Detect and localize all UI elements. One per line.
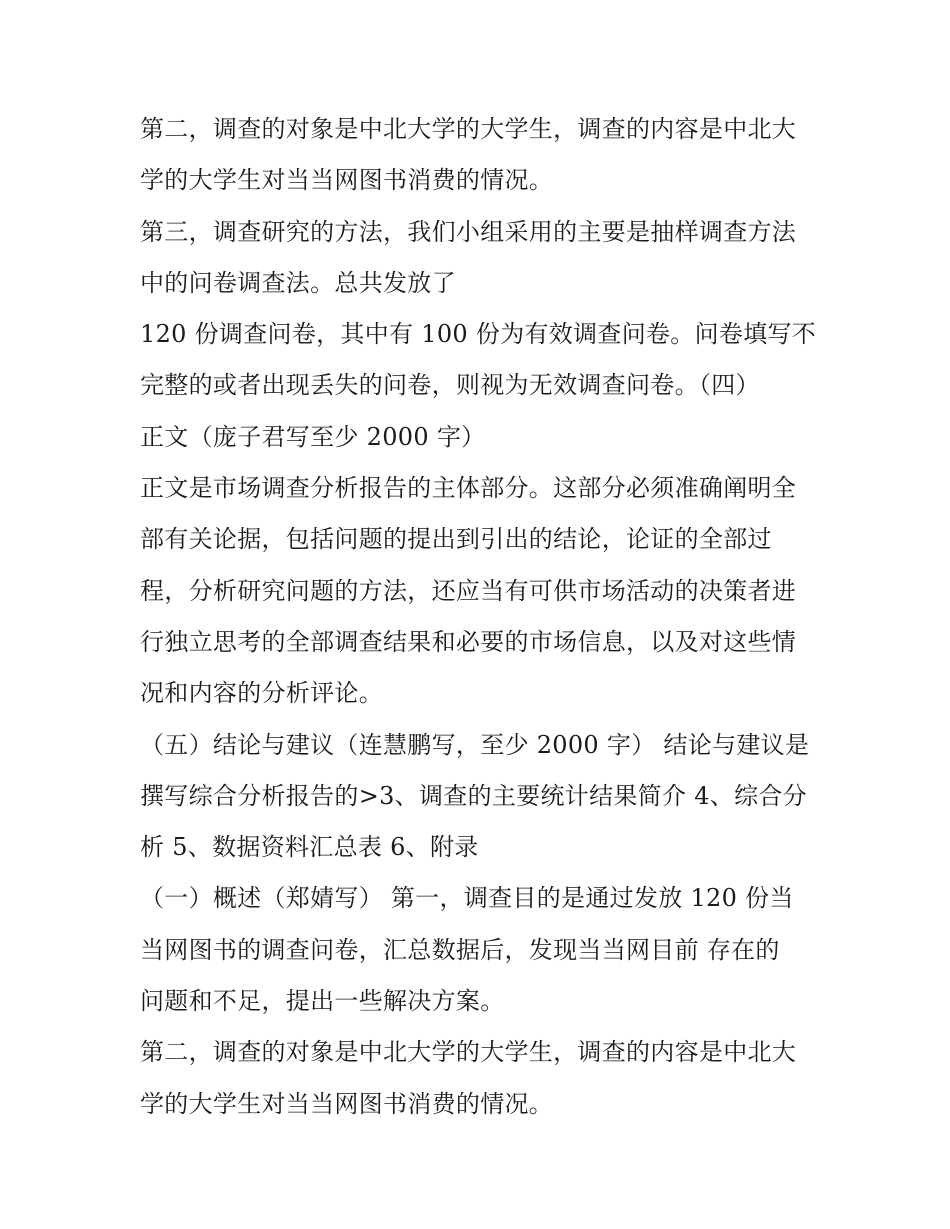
text-line: 第二，调查的对象是中北大学的大学生，调查的内容是中北大 bbox=[140, 115, 797, 143]
text-line: 学的大学生对当当网图书消费的情况。 bbox=[140, 1089, 554, 1118]
text-line: 正文是市场调查分析报告的主体部分。这部分必须准确阐明全 bbox=[140, 474, 797, 503]
text-line: 完整的或者出现丢失的问卷，则视为无效调查问卷。（四） bbox=[140, 371, 760, 400]
text-line: 况和内容的分析评论。 bbox=[140, 679, 383, 708]
text-line: 部有关论据，包括问题的提出到引出的结论，论证的全部过 bbox=[140, 525, 772, 554]
text-line: 学的大学生对当当网图书消费的情况。 bbox=[140, 166, 554, 195]
text-line: 120 份调查问卷，其中有 100 份为有效调查问卷。问卷填写不 bbox=[140, 320, 817, 349]
text-line: 问题和不足，提出一些解决方案。 bbox=[140, 987, 505, 1016]
text-line: 中的问卷调查法。总共发放了 bbox=[140, 268, 456, 297]
text-line: 行独立思考的全部调查结果和必要的市场信息，以及对这些情 bbox=[140, 627, 797, 656]
text-line: 当网图书的调查问卷，汇总数据后，发现当当网目前 存在的 bbox=[140, 935, 780, 964]
text-line: 析 5、数据资料汇总表 6、附录 bbox=[140, 833, 479, 862]
text-line: 程，分析研究问题的方法，还应当有可供市场活动的决策者进 bbox=[140, 576, 797, 605]
text-line: 第三，调查研究的方法，我们小组采用的主要是抽样调查方法 bbox=[140, 217, 797, 246]
text-line: 撰写综合分析报告的>3、调查的主要统计结果简介 4、综合分 bbox=[140, 781, 807, 810]
text-line: （五）结论与建议（连慧鹏写，至少 2000 字） 结论与建议是 bbox=[140, 730, 810, 759]
text-line: 正文（庞子君写至少 2000 字） bbox=[140, 422, 486, 451]
text-line: 第二，调查的对象是中北大学的大学生，调查的内容是中北大 bbox=[140, 1038, 797, 1067]
document-body bbox=[140, 104, 830, 1130]
text-line: （一）概述（郑婧写） 第一，调查目的是通过发放 120 份当 bbox=[140, 884, 794, 913]
